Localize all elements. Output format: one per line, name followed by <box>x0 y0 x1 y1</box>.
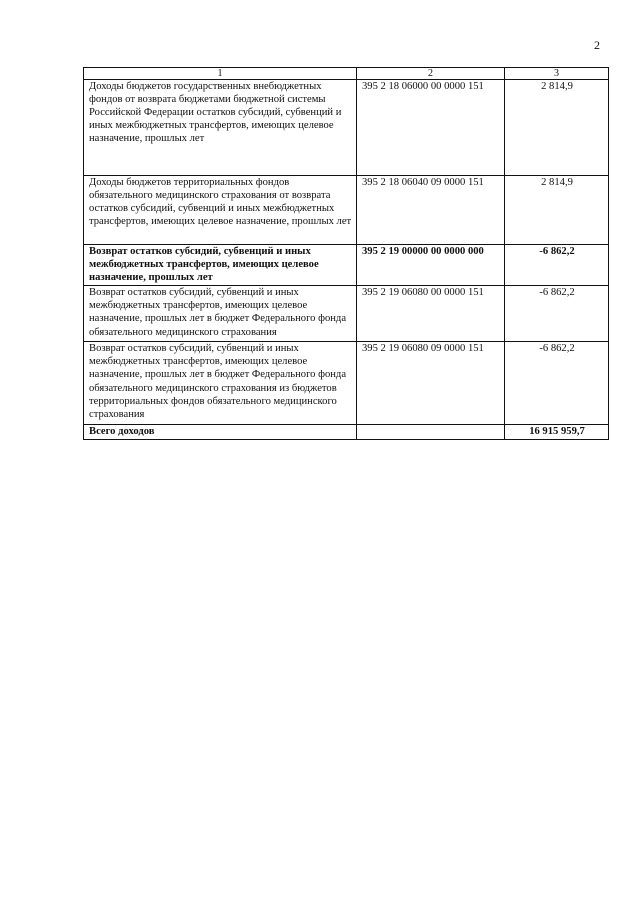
amount-cell: -6 862,2 <box>505 342 609 425</box>
table-row <box>84 176 609 245</box>
budget-code-cell: 395 2 19 06080 00 0000 151 <box>357 286 505 342</box>
amount-cell: -6 862,2 <box>505 245 609 286</box>
budget-code-cell: 395 2 18 06000 00 0000 151 <box>357 80 505 176</box>
column-header-3: 3 <box>505 68 609 80</box>
column-header-2: 2 <box>357 68 505 80</box>
page-number: 2 <box>594 38 600 52</box>
income-name-cell: Возврат остатков субсидий, субвенций и иных межбюджетных трансфертов, имеющих целевое назначение, прошлых лет <box>84 245 357 286</box>
amount-cell: -6 862,2 <box>505 286 609 342</box>
table-row-total <box>84 425 609 440</box>
table-row <box>84 342 609 425</box>
budget-income-table <box>83 67 609 440</box>
table-row <box>84 80 609 176</box>
total-label-cell: Всего доходов <box>84 425 357 440</box>
income-name-cell: Доходы бюджетов государственных внебюджетных фондов от возврата бюджетами бюджетной системы Российской Федерации остатков субсидий, субвенций и иных межбюджетных трансфертов, имеющих целевое назначение, прошлых лет <box>84 80 357 176</box>
table-row <box>84 286 609 342</box>
budget-code-cell: 395 2 19 00000 00 0000 000 <box>357 245 505 286</box>
budget-code-cell: 395 2 18 06040 09 0000 151 <box>357 176 505 245</box>
total-code-cell <box>357 425 505 440</box>
total-amount-cell: 16 915 959,7 <box>505 425 609 440</box>
amount-cell: 2 814,9 <box>505 80 609 176</box>
table-row-subtotal <box>84 245 609 286</box>
budget-code-cell: 395 2 19 06080 09 0000 151 <box>357 342 505 425</box>
income-name-cell: Доходы бюджетов территориальных фондов обязательного медицинского страхования от возврата остатков субсидий, субвенций и иных межбюджетных трансфертов, имеющих целевое назначение, прошлых лет <box>84 176 357 245</box>
income-name-cell: Возврат остатков субсидий, субвенций и иных межбюджетных трансфертов, имеющих целевое назначение, прошлых лет в бюджет Федерального фонда обязательного медицинского страхования из бюджетов территориальных фондов обязательного медицинского страхования <box>84 342 357 425</box>
amount-cell: 2 814,9 <box>505 176 609 245</box>
table-header-row <box>84 68 609 80</box>
column-header-1: 1 <box>84 68 357 80</box>
income-name-cell: Возврат остатков субсидий, субвенций и иных межбюджетных трансфертов, имеющих целевое назначение, прошлых лет в бюджет Федерального фонда обязательного медицинского страхования <box>84 286 357 342</box>
